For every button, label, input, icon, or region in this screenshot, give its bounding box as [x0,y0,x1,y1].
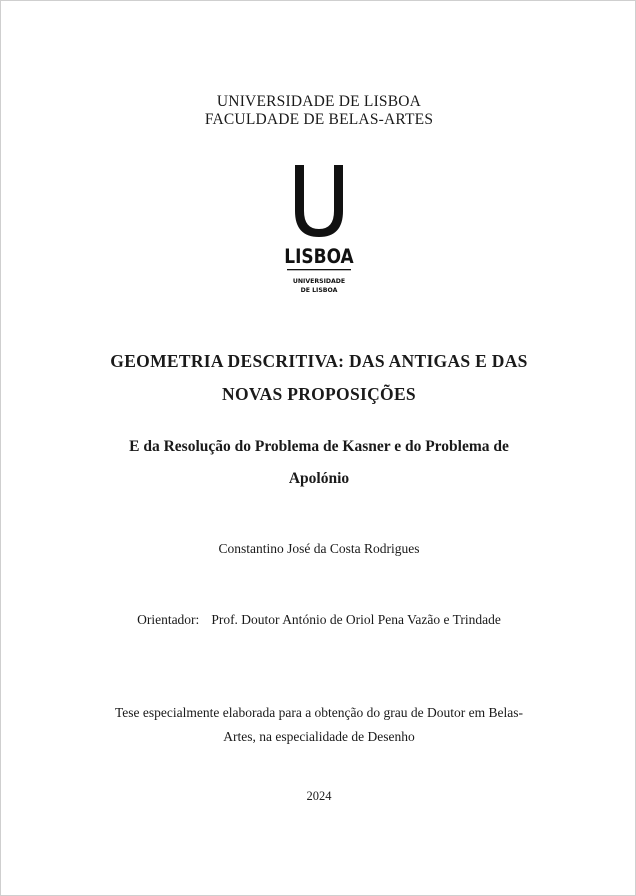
university-logo [283,163,355,303]
institution-header [1,93,636,129]
university-name: UNIVERSIDADE DE LISBOA [216,93,422,110]
u-letter-mark [295,165,343,237]
thesis-subtitle [1,431,636,495]
author-name: Constantino José da Costa Rodrigues [218,541,420,556]
logo-wordmark: LISBOA [284,245,354,269]
title-line-2: NOVAS PROPOSIÇÕES [222,384,416,404]
thesis-note [1,701,636,749]
advisor [1,612,636,628]
thesis-note-line-1: Tese especialmente elaborada para a obtenção do grau de Doutor em Belas- [115,705,523,720]
thesis-title [1,345,636,411]
title-line-1: GEOMETRIA DESCRITIVA: DAS ANTIGAS E DAS [110,351,528,371]
logo-divider [287,269,351,270]
logo-subtext-line2: DE LISBOA [300,287,338,294]
logo-subtext-line1: UNIVERSIDADE [292,278,346,285]
faculty-name: FACULDADE DE BELAS-ARTES [204,111,434,128]
thesis-note-line-2: Artes, na especialidade de Desenho [223,729,415,744]
advisor-name: Prof. Doutor António de Oriol Pena Vazão e Trindade [211,612,501,627]
subtitle-line-1: E da Resolução do Problema de Kasner e do Problema de [129,438,509,455]
subtitle-line-2: Apolónio [288,470,350,487]
publication-year: 2024 [306,789,332,803]
advisor-label: Orientador: [137,612,200,627]
